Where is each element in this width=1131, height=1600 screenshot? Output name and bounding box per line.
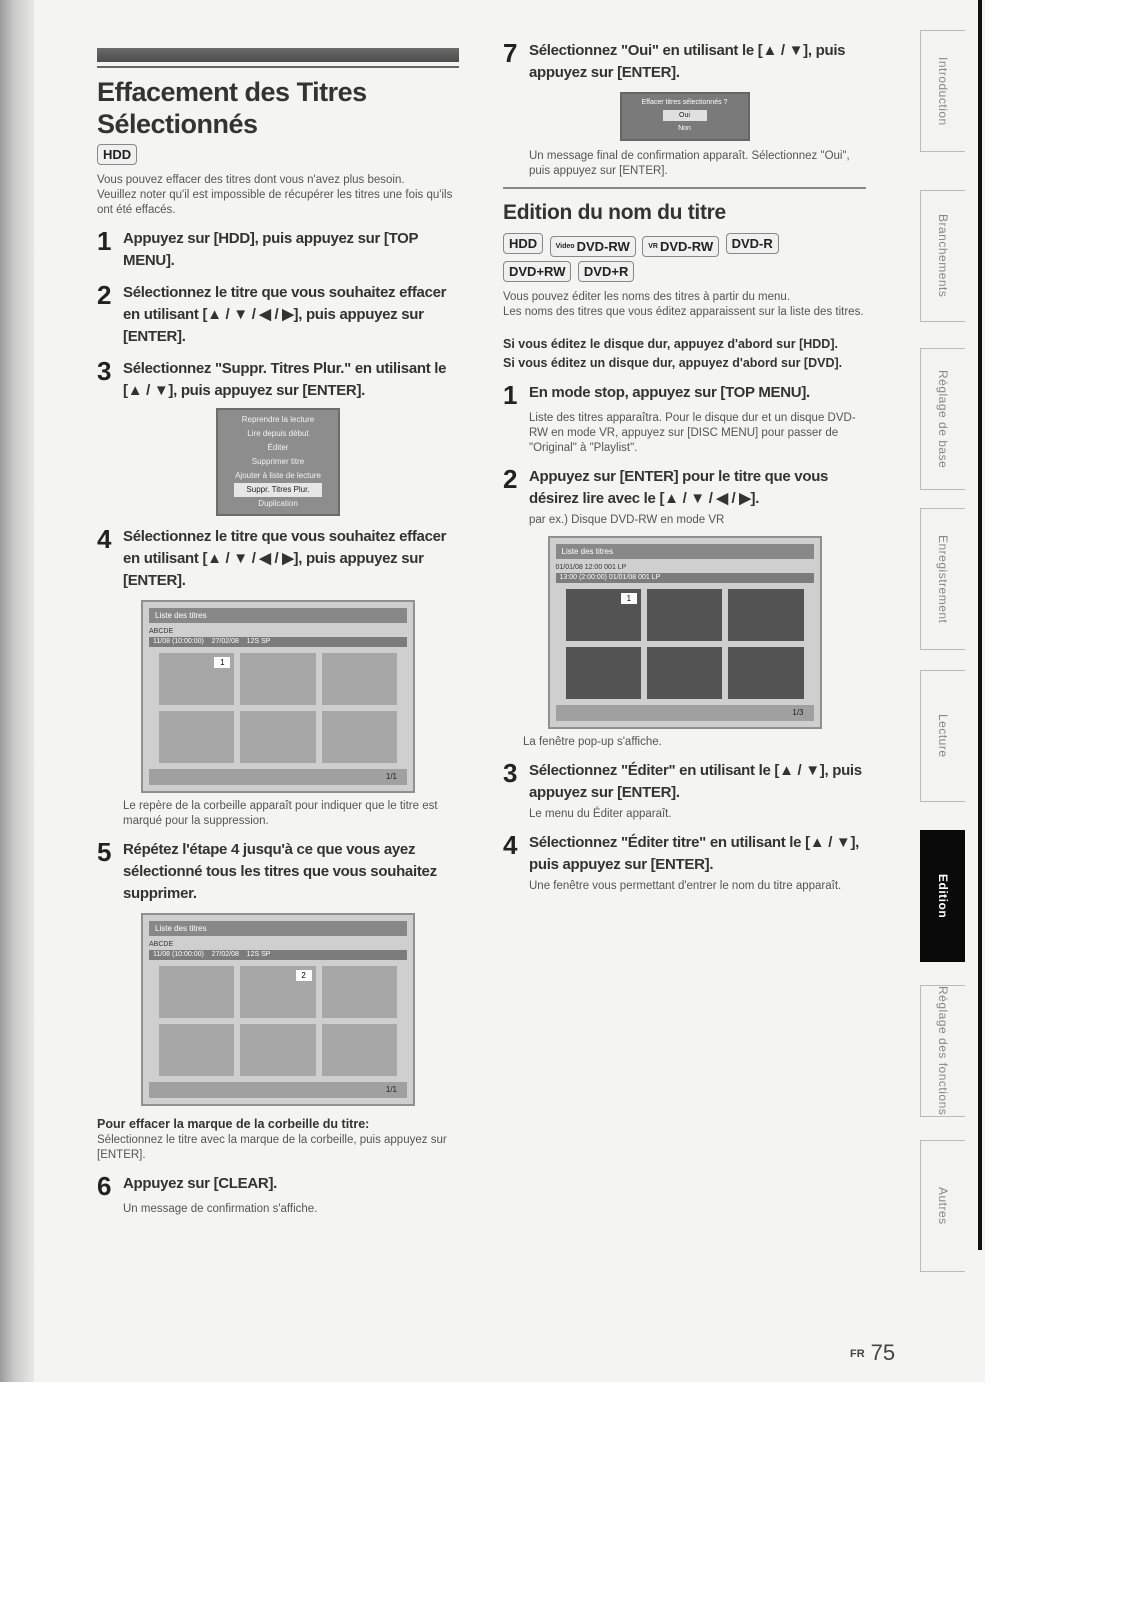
section-title: Effacement des Titres Sélectionnés: [97, 77, 367, 139]
title-list-header: Liste des titres: [149, 608, 407, 623]
tab-autres: Autres: [920, 1140, 965, 1272]
page-edge-line: [978, 0, 982, 1250]
language-code: FR: [850, 1348, 865, 1361]
thumbnail: [159, 966, 234, 1018]
tab-introduction: Introduction: [920, 30, 965, 152]
menu-item: Reprendre la lecture: [241, 415, 315, 424]
tab-reglage-de-base: Réglage de base: [920, 348, 965, 490]
page-indicator: 1/3: [556, 705, 814, 721]
dvd-r-disc-icon: DVD-R: [726, 233, 779, 254]
menu-item: Lire depuis début: [247, 429, 309, 438]
menu-item-selected: Suppr. Titres Plur.: [234, 483, 322, 497]
thumbnail: [159, 653, 234, 705]
blank-margin: [0, 1382, 1131, 1600]
section-header-rule: [97, 66, 459, 68]
thumbnail: [322, 966, 397, 1018]
dvd-plus-rw-disc-icon: DVD+RW: [503, 261, 571, 282]
thumbnail: [240, 1024, 315, 1076]
title-info: ABCDE 11/08 (10:00:00) 27/02/08 12S SP: [149, 940, 407, 960]
confirm-no: Non: [678, 125, 691, 132]
page-indicator: 1/1: [149, 1082, 407, 1098]
thumbnail: [322, 711, 397, 763]
book-binding-shadow: [0, 0, 34, 1382]
thumbnail: [566, 647, 641, 699]
thumbnail: [240, 711, 315, 763]
step-3: 3 Sélectionnez "Éditer" en utilisant le [▲ / ▼], puis appuyez sur [ENTER].: [503, 758, 862, 801]
dvd-plus-r-disc-icon: DVD+R: [578, 261, 634, 282]
menu-item: Éditer: [267, 443, 289, 452]
step-3: 3 Sélectionnez "Suppr. Titres Plur." en utilisant le [▲ / ▼], puis appuyez sur [ENTER].: [97, 356, 447, 399]
hdd-instruction: Si vous éditez le disque dur, appuyez d'abord sur [HDD].: [503, 337, 838, 351]
step-7-note: Un message final de confirmation apparaît. Sélectionnez "Oui", puis appuyez sur [ENTER].: [529, 150, 850, 177]
thumbnail-grid: [566, 589, 804, 699]
step-2-note: par ex.) Disque DVD-RW en mode VR: [529, 514, 725, 526]
thumbnail-grid: [159, 653, 397, 763]
section-rule: [503, 187, 866, 189]
step-4-note: Le repère de la corbeille apparaît pour indiquer que le titre est marqué pour la suppression.: [123, 800, 438, 827]
page-number: FR 75: [850, 1340, 896, 1365]
step-1: 1 Appuyez sur [HDD], puis appuyez sur [TOP MENU].: [97, 226, 418, 269]
confirm-title: Effacer titres sélectionnés ?: [641, 99, 728, 106]
dvd-rw-video-disc-icon: Video DVD-RW: [550, 236, 636, 257]
right-column: [503, 40, 866, 894]
dvd-rw-vr-disc-icon: VR DVD-RW: [642, 236, 719, 257]
thumbnail: [728, 647, 803, 699]
tab-reglage-des-fonctions: Réglage des fonctions: [920, 985, 965, 1117]
title-list-header: Liste des titres: [556, 544, 814, 559]
step-4: 4 Sélectionnez "Éditer titre" en utilisant le [▲ / ▼], puis appuyez sur [ENTER].: [503, 830, 860, 873]
title-list-screenshot-2: [141, 913, 415, 1106]
intro-paragraph: Vous pouvez effacer des titres dont vous n'avez plus besoin.: [97, 174, 405, 186]
thumbnail: [322, 653, 397, 705]
title-list-header: Liste des titres: [149, 921, 407, 936]
thumbnail: [240, 653, 315, 705]
thumbnail: [647, 589, 722, 641]
thumbnail: [728, 589, 803, 641]
hdd-disc-icon: HDD: [97, 144, 137, 165]
dvd-instruction: Si vous éditez un disque dur, appuyez d'abord sur [DVD].: [503, 356, 843, 370]
step-1: 1 En mode stop, appuyez sur [TOP MENU].: [503, 380, 810, 410]
step-7: 7 Sélectionnez "Oui" en utilisant le [▲ / ▼], puis appuyez sur [ENTER].: [503, 38, 846, 81]
step-2: 2 Sélectionnez le titre que vous souhaitez effacer en utilisant [▲ / ▼ / ◀ / ▶], puis appuyez sur [ENTER].: [97, 280, 447, 345]
title-list-screenshot-3: [548, 536, 822, 729]
menu-item: Ajouter à liste de lecture: [235, 471, 321, 480]
title-info: 01/01/08 12:00 001 LP 13:00 (2:00:00) 01/01/08 001 LP: [556, 563, 814, 583]
title-menu-screenshot: [216, 408, 340, 516]
confirm-yes: Oui: [663, 110, 707, 121]
page-indicator: 1/1: [149, 769, 407, 785]
popup-note: La fenêtre pop-up s'affiche.: [523, 736, 662, 748]
disc-compat-row: [503, 233, 866, 286]
step-4-note: Une fenêtre vous permettant d'entrer le nom du titre apparaît.: [529, 880, 842, 892]
tab-branchements: Branchements: [920, 190, 965, 322]
title-info: ABCDE 11/08 (10:00:00) 27/02/08 12S SP: [149, 627, 407, 647]
thumbnail: [240, 966, 315, 1018]
title-list-screenshot-1: [141, 600, 415, 793]
section-title: Edition du nom du titre: [503, 201, 726, 224]
thumbnail: [159, 711, 234, 763]
left-column: [97, 48, 459, 1217]
step-2: 2 Appuyez sur [ENTER] pour le titre que vous désirez lire avec le [▲ / ▼ / ◀ / ▶].: [503, 464, 829, 507]
step-5: 5 Répétez l'étape 4 jusqu'à ce que vous ayez sélectionné tous les titres que vous souhaitez supprimer.: [97, 837, 437, 902]
step-3-note: Le menu du Éditer apparaît.: [529, 808, 672, 820]
trash-badge: 2: [296, 970, 312, 981]
intro-paragraph-2: Les noms des titres que vous éditez apparaissent sur la liste des titres.: [503, 306, 864, 318]
hdd-disc-icon: HDD: [503, 233, 543, 254]
intro-paragraph: Vous pouvez éditer les noms des titres à partir du menu.: [503, 291, 791, 303]
step-4: 4 Sélectionnez le titre que vous souhaitez effacer en utilisant [▲ / ▼ / ◀ / ▶], puis appuyez sur [ENTER].: [97, 524, 447, 589]
section-header-bar: [97, 48, 459, 62]
thumbnail: [159, 1024, 234, 1076]
title-number-badge: 1: [621, 593, 637, 604]
thumbnail: [566, 589, 641, 641]
step-1-note: Liste des titres apparaîtra. Pour le disque dur et un disque DVD-RW en mode VR, appuyez sur [DISC MENU] pour passer de "Original" à "Playlist".: [529, 412, 856, 454]
trash-mark-heading: Pour effacer la marque de la corbeille du titre:: [97, 1117, 370, 1131]
menu-item: Supprimer titre: [251, 457, 305, 466]
disc-compat-row: [97, 144, 459, 169]
thumbnail-grid: [159, 966, 397, 1076]
trash-mark-text: Sélectionnez le titre avec la marque de la corbeille, puis appuyez sur [ENTER].: [97, 1134, 447, 1161]
menu-item: Duplication: [258, 499, 298, 508]
tab-lecture: Lecture: [920, 670, 965, 802]
thumbnail: [322, 1024, 397, 1076]
step-6-note: Un message de confirmation s'affiche.: [123, 1203, 318, 1215]
trash-badge: 1: [214, 657, 230, 668]
thumbnail: [647, 647, 722, 699]
tab-enregistrement: Enregistrement: [920, 508, 965, 650]
tab-edition-active: Edition: [920, 830, 965, 962]
warning-paragraph: Veuillez noter qu'il est impossible de récupérer les titres une fois qu'ils ont été effacés.: [97, 189, 453, 216]
step-6: 6 Appuyez sur [CLEAR].: [97, 1171, 278, 1201]
confirm-dialog-screenshot: [620, 92, 750, 141]
